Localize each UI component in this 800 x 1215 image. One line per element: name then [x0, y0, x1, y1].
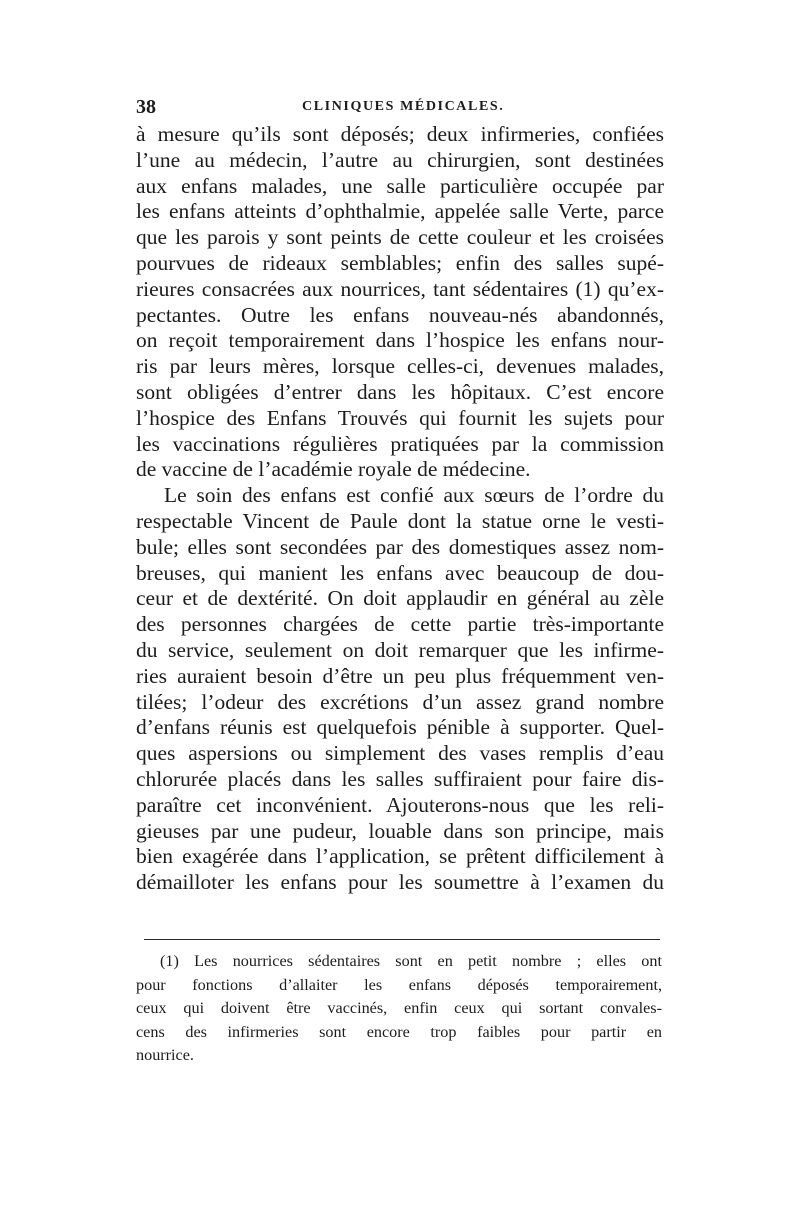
footnote-rule [144, 939, 660, 940]
footnote [136, 950, 662, 1068]
body-text [136, 122, 664, 896]
text-line: de vaccine de l’académie royale de médecine. [136, 457, 531, 482]
footnote-line: nourrice. [136, 1046, 194, 1064]
text-line: gieuses par une pudeur, louable dans son principe, mais [136, 818, 664, 843]
text-line: les enfans atteints d’ophthalmie, appelée salle Verte, parce [136, 199, 664, 224]
text-line: pourvues de rideaux semblables; enfin des salles supé- [136, 250, 664, 275]
text-line: pectantes. Outre les enfans nouveau-nés abandonnés, [136, 302, 664, 327]
text-line: chlorurée placés dans les salles suffiraient pour faire dis- [136, 766, 664, 791]
text-line: bien exagérée dans l’application, se prêtent difficilement à [136, 844, 664, 869]
text-line: du service, seulement on doit remarquer que les infirme- [136, 637, 664, 662]
paragraph-first-line: Le soin des enfans est confié aux sœurs de l’ordre du [164, 483, 664, 508]
text-line: ris par leurs mères, lorsque celles-ci, devenues malades, [136, 354, 664, 379]
text-line: on reçoit temporairement dans l’hospice les enfans nour- [136, 328, 664, 353]
text-line: l’hospice des Enfans Trouvés qui fournit les sujets pour [136, 405, 664, 430]
footnote-line: ceux qui doivent être vaccinés, enfin ceux qui sortant convales- [136, 999, 662, 1017]
page-number: 38 [136, 96, 156, 118]
text-line: tilées; l’odeur des excrétions d’un assez grand nombre [136, 689, 664, 714]
footnote-line: (1) Les nourrices sédentaires sont en petit nombre ; elles ont [160, 952, 662, 970]
text-line: bule; elles sont secondées par des domestiques assez nom- [136, 534, 664, 559]
text-line: respectable Vincent de Paule dont la statue orne le vesti- [136, 508, 664, 533]
text-line: à mesure qu’ils sont déposés; deux infirmeries, confiées [136, 122, 664, 146]
text-line: sont obligées d’entrer dans les hôpitaux. C’est encore [136, 379, 664, 404]
footnote-line: pour fonctions d’allaiter les enfans déposés temporairement, [136, 975, 662, 994]
text-line: aux enfans malades, une salle particulière occupée par [136, 173, 664, 198]
page-header [136, 96, 664, 122]
text-line: ries auraient besoin d’être un peu plus fréquemment ven- [136, 663, 664, 688]
text-line: ceur et de dextérité. On doit applaudir en général au zèle [136, 586, 664, 611]
text-line: rieures consacrées aux nourrices, tant sédentaires (1) qu’ex- [136, 276, 664, 301]
text-line: que les parois y sont peints de cette couleur et les croisées [136, 225, 664, 250]
text-line: ques aspersions ou simplement des vases remplis d’eau [136, 741, 664, 766]
text-line: breuses, qui manient les enfans avec beaucoup de dou- [136, 560, 664, 585]
running-head: CLINIQUES MÉDICALES. [302, 99, 505, 114]
text-line: paraître cet inconvénient. Ajouterons-nous que les reli- [136, 792, 664, 817]
text-line: les vaccinations régulières pratiquées par la commission [136, 431, 664, 456]
text-line: démailloter les enfans pour les soumettre à l’examen du [136, 870, 664, 895]
text-line: d’enfans réunis est quelquefois pénible à supporter. Quel- [136, 715, 664, 740]
footnote-line: cens des infirmeries sont encore trop faibles pour partir en [136, 1022, 662, 1041]
text-line: l’une au médecin, l’autre au chirurgien, sont destinées [136, 147, 664, 172]
text-line: des personnes chargées de cette partie très-importante [136, 612, 664, 637]
